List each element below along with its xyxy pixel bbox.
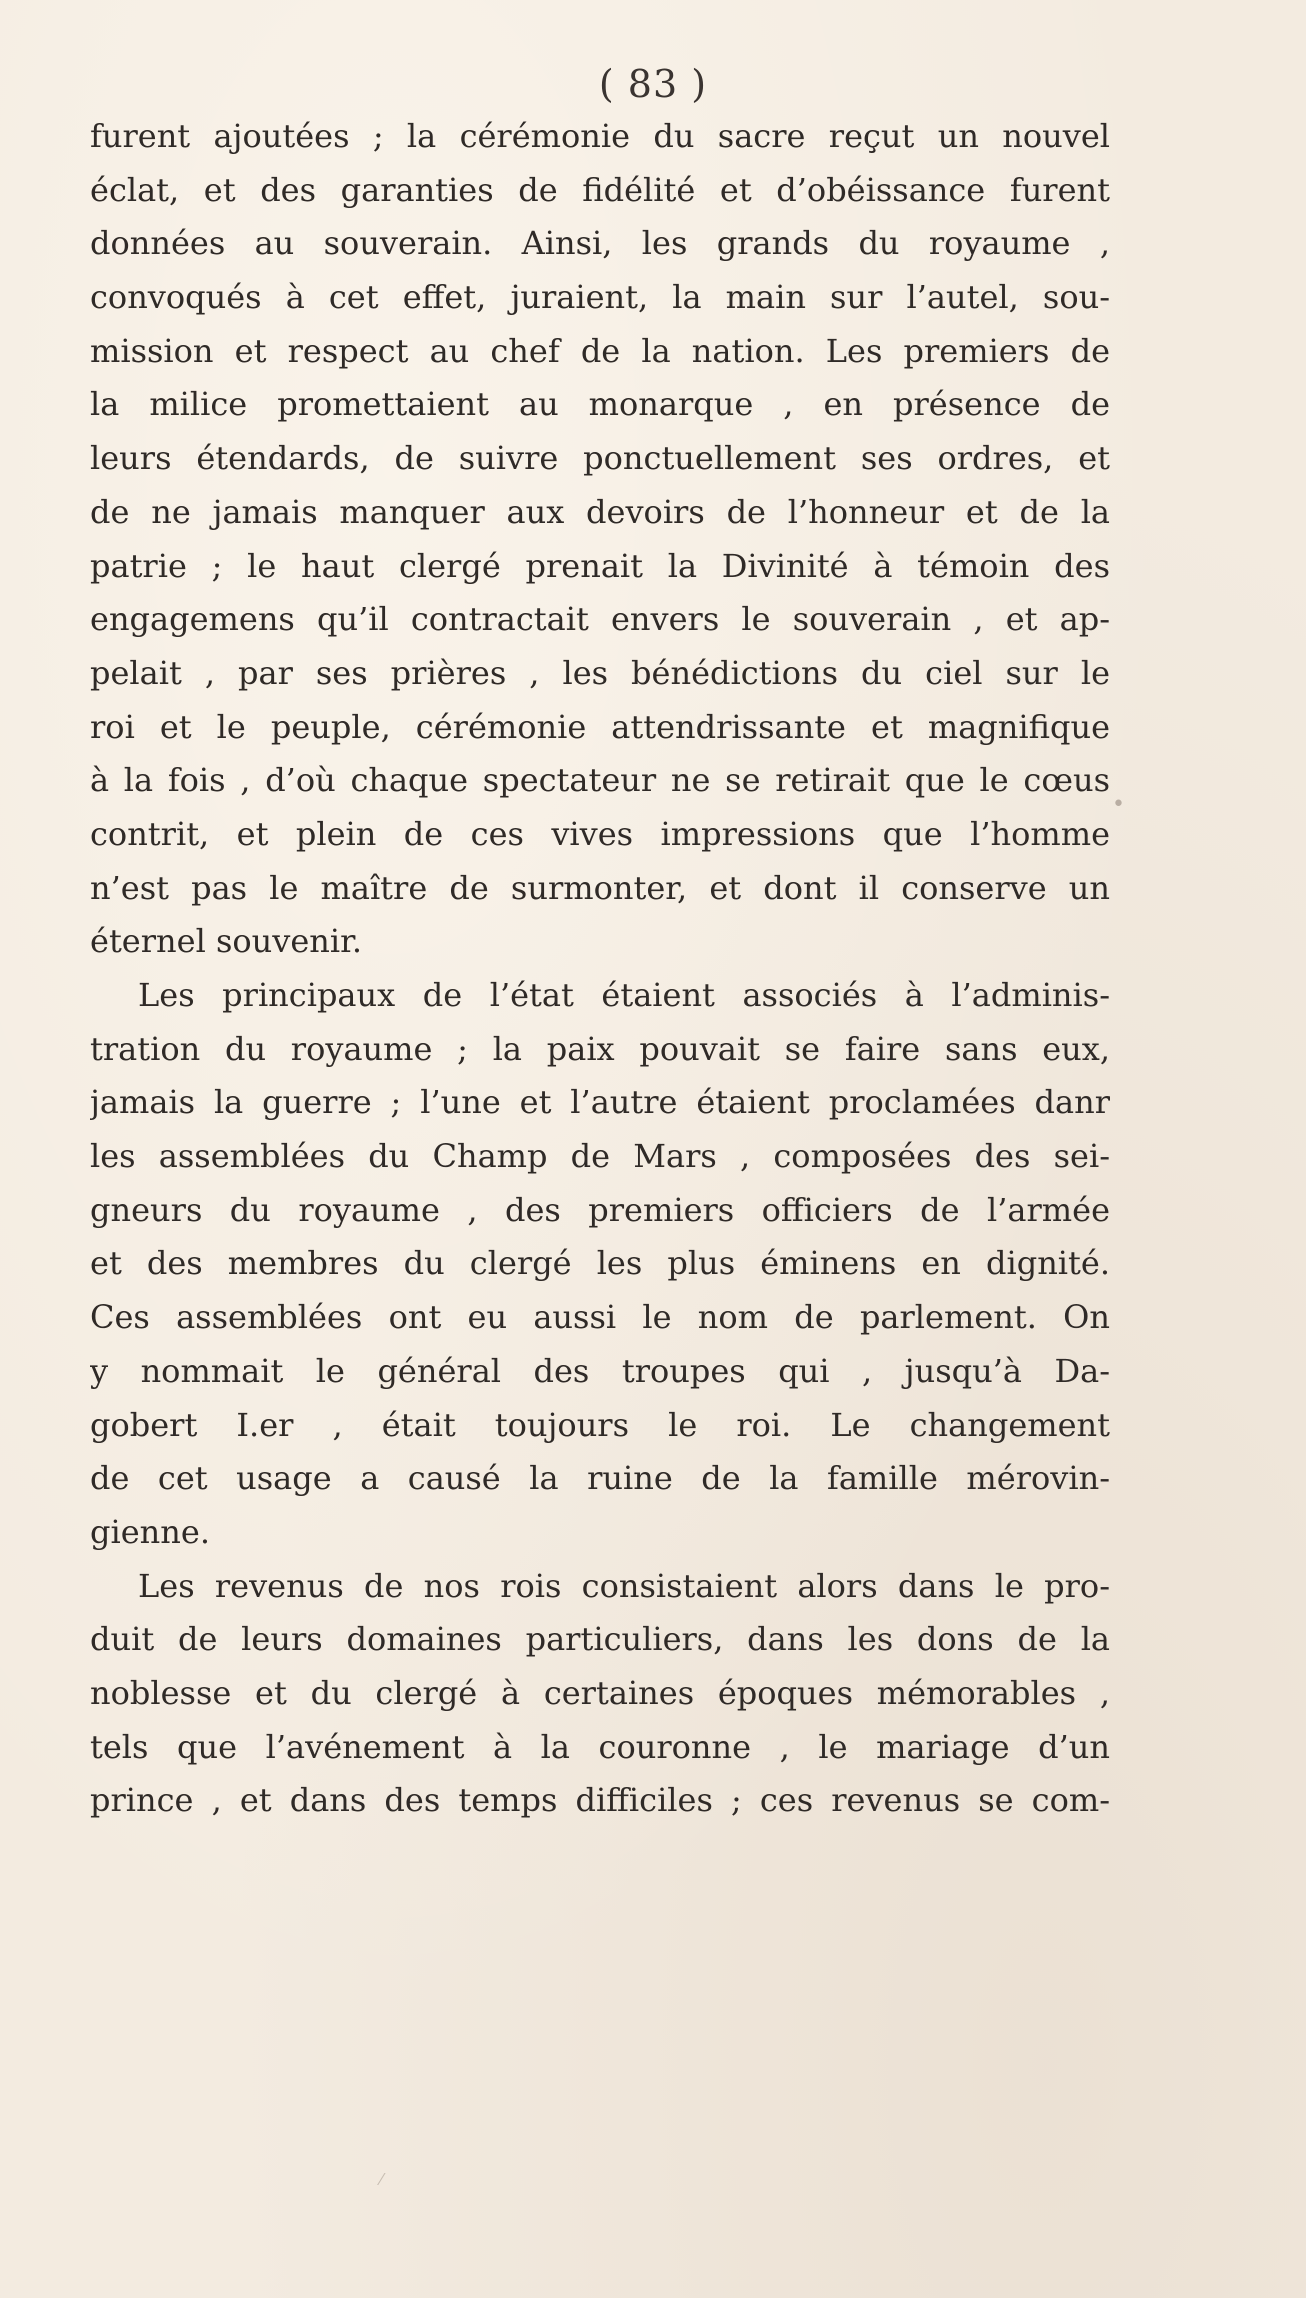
text-line: roi et le peuple, cérémonie attendrissante et magnifique	[90, 707, 1110, 746]
text-line: engagemens qu’il contractait envers le souverain , et ap-	[90, 600, 1110, 639]
text-line: prince , et dans des temps difficiles ; ces revenus se com-	[90, 1781, 1110, 1820]
text-line: contrit, et plein de ces vives impressions que l’homme	[90, 814, 1110, 853]
text-line: Ces assemblées ont eu aussi le nom de parlement. On	[90, 1298, 1110, 1337]
text-line: à la fois , d’où chaque spectateur ne se retirait que le cœus	[90, 761, 1110, 800]
text-line: tration du royaume ; la paix pouvait se faire sans eux,	[90, 1029, 1110, 1068]
text-line: leurs étendards, de suivre ponctuellement ses ordres, et	[90, 439, 1110, 478]
body-text	[90, 110, 1110, 1828]
text-line: éclat, et des garanties de fidélité et d’obéissance furent	[90, 170, 1110, 209]
text-line: y nommait le général des troupes qui , jusqu’à Da-	[90, 1351, 1110, 1390]
text-line: gneurs du royaume , des premiers officiers de l’armée	[90, 1190, 1110, 1229]
text-line: n’est pas le maître de surmonter, et dont il conserve un	[90, 868, 1110, 907]
paragraph-3	[90, 1560, 1110, 1828]
text-line: jamais la guerre ; l’une et l’autre étaient proclamées danr	[90, 1083, 1110, 1122]
text-line: gienne.	[90, 1512, 210, 1551]
text-line: mission et respect au chef de la nation. Les premiers de	[90, 331, 1110, 370]
paragraph-1	[90, 110, 1110, 969]
text-line: éternel souvenir.	[90, 922, 363, 961]
text-line: les assemblées du Champ de Mars , composées des sei-	[90, 1137, 1110, 1176]
text-line: noblesse et du clergé à certaines époques mémorables ,	[90, 1673, 1110, 1712]
pencil-mark-icon: ⁄	[380, 2170, 383, 2189]
text-line: Les revenus de nos rois consistaient alors dans le pro-	[138, 1566, 1110, 1605]
text-line: de cet usage a causé la ruine de la famille mérovin-	[90, 1459, 1110, 1498]
text-line: données au souverain. Ainsi, les grands du royaume ,	[90, 224, 1110, 263]
text-line: de ne jamais manquer aux devoirs de l’honneur et de la	[90, 492, 1110, 531]
text-line: Les principaux de l’état étaient associés à l’adminis-	[138, 976, 1110, 1014]
text-line: patrie ; le haut clergé prenait la Divinité à témoin des	[90, 546, 1110, 585]
text-line: et des membres du clergé les plus éminens en dignité.	[90, 1244, 1110, 1283]
paper-speck-icon: •	[1112, 792, 1125, 817]
text-line: convoqués à cet effet, juraient, la main sur l’autel, sou-	[90, 278, 1110, 317]
page-number: ( 83 )	[598, 62, 708, 106]
text-line: pelait , par ses prières , les bénédictions du ciel sur le	[90, 653, 1110, 692]
text-line: tels que l’avénement à la couronne , le mariage d’un	[90, 1727, 1110, 1766]
text-line: la milice promettaient au monarque , en présence de	[90, 385, 1110, 424]
text-line: gobert I.er , était toujours le roi. Le changement	[90, 1405, 1110, 1444]
paragraph-2	[90, 969, 1110, 1560]
text-line: duit de leurs domaines particuliers, dans les dons de la	[90, 1620, 1110, 1659]
text-line: furent ajoutées ; la cérémonie du sacre reçut un nouvel	[90, 117, 1110, 155]
